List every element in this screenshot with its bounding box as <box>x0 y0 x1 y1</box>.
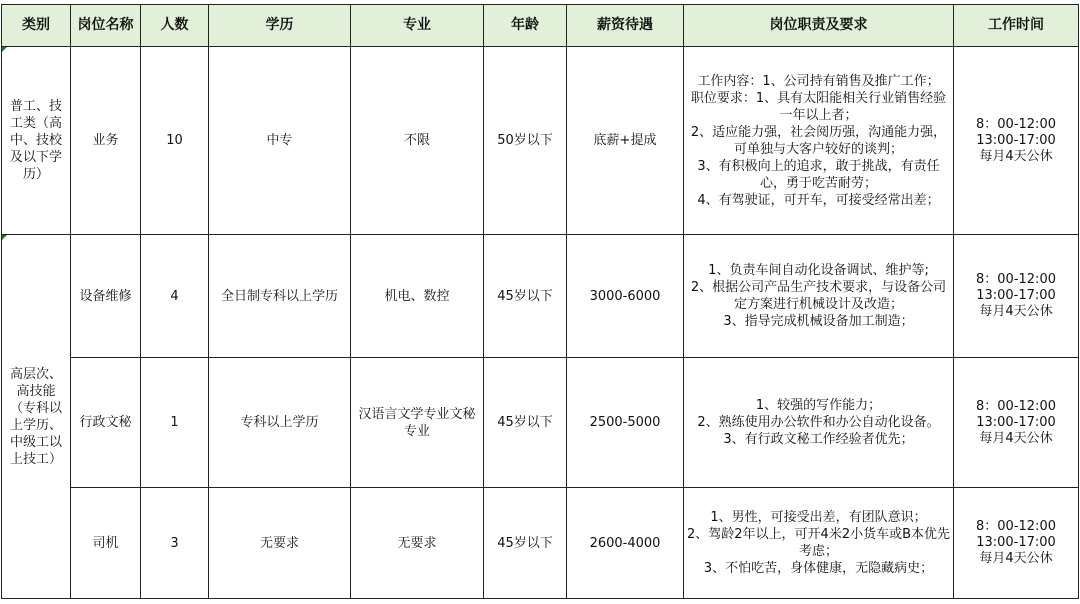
header-major: 专业 <box>351 5 484 47</box>
duties-cell <box>684 235 954 358</box>
time-afternoon: 13:00-17:00 <box>976 414 1056 430</box>
count-cell: 10 <box>141 47 209 235</box>
table-row <box>2 47 1079 235</box>
work-time-cell <box>954 47 1079 235</box>
table-row <box>2 235 1079 358</box>
duty-line: 3、有积极向上的追求，敢于挑战，有责任心，勇于吃苦耐劳； <box>697 158 940 191</box>
count-cell: 4 <box>141 235 209 358</box>
duty-line: 职位要求：1、具有太阳能相关行业销售经验一年以上者； <box>690 90 947 123</box>
header-age: 年龄 <box>484 5 567 47</box>
time-morning: 8：00-12:00 <box>976 116 1056 132</box>
duty-line: 工作内容：1、公司持有销售及推广工作； <box>697 73 940 89</box>
education-cell: 中专 <box>209 47 351 235</box>
time-afternoon: 13:00-17:00 <box>976 288 1056 303</box>
duties-cell <box>684 47 954 235</box>
duty-line: 2、驾龄2年以上，可开4米2小货车或B本优先考虑； <box>687 527 951 559</box>
table-row <box>2 358 1079 488</box>
duty-line: 2、根据公司产品生产技术要求，与设备公司定方案进行机械设计及改造； <box>690 280 947 312</box>
work-time-cell <box>954 358 1079 488</box>
header-category: 类别 <box>2 5 71 47</box>
age-cell: 45岁以下 <box>484 358 567 488</box>
major-cell: 无要求 <box>351 488 484 599</box>
salary-cell: 底薪+提成 <box>567 47 684 235</box>
major-cell: 不限 <box>351 47 484 235</box>
cell-corner-marker <box>2 235 7 240</box>
work-time-cell <box>954 235 1079 358</box>
time-afternoon: 13:00-17:00 <box>976 132 1056 148</box>
recruitment-table <box>1 4 1079 599</box>
time-morning: 8：00-12:00 <box>976 519 1056 534</box>
header-position: 岗位名称 <box>71 5 141 47</box>
cell-corner-marker <box>2 47 7 52</box>
duties-cell <box>684 358 954 488</box>
count-cell: 1 <box>141 358 209 488</box>
category-label: 普工、技工类（高中、技校及以下学历） <box>9 99 62 182</box>
duty-line: 2、熟练使用办公软件和办公自动化设备。 <box>697 415 940 430</box>
age-cell: 50岁以下 <box>484 47 567 235</box>
duty-line: 1、男性，可接受出差，有团队意识； <box>710 510 927 525</box>
major-cell: 机电、数控 <box>351 235 484 358</box>
salary-cell: 2600-4000 <box>567 488 684 599</box>
duty-line: 1、较强的写作能力； <box>755 398 882 413</box>
header-education: 学历 <box>209 5 351 47</box>
count-cell: 3 <box>141 488 209 599</box>
age-cell: 45岁以下 <box>484 488 567 599</box>
salary-cell: 2500-5000 <box>567 358 684 488</box>
header-salary: 薪资待遇 <box>567 5 684 47</box>
salary-cell: 3000-6000 <box>567 235 684 358</box>
position-cell: 司机 <box>71 488 141 599</box>
table-row <box>2 488 1079 599</box>
work-time-cell <box>954 488 1079 599</box>
time-rest-days: 每月4天公休 <box>979 304 1053 319</box>
education-cell: 全日制专科以上学历 <box>209 235 351 358</box>
position-cell: 行政文秘 <box>71 358 141 488</box>
category-cell <box>2 47 71 235</box>
duty-line: 2、适应能力强，社会阅历强，沟通能力强，可单独与大客户较好的谈判； <box>690 124 947 157</box>
time-afternoon: 13:00-17:00 <box>976 535 1056 550</box>
header-work-time: 工作时间 <box>954 5 1079 47</box>
header-count: 人数 <box>141 5 209 47</box>
category-cell <box>2 235 71 599</box>
time-rest-days: 每月4天公休 <box>979 430 1053 446</box>
position-cell: 设备维修 <box>71 235 141 358</box>
time-rest-days: 每月4天公休 <box>979 148 1053 164</box>
time-morning: 8：00-12:00 <box>976 398 1056 414</box>
header-duties: 岗位职责及要求 <box>684 5 954 47</box>
education-cell: 专科以上学历 <box>209 358 351 488</box>
major-cell: 汉语言文学专业文秘专业 <box>351 358 484 488</box>
duty-line: 3、有行政文秘工作经验者优先； <box>723 432 914 447</box>
education-cell: 无要求 <box>209 488 351 599</box>
header-row <box>2 5 1079 47</box>
category-label: 高层次、高技能（专科以上学历、中级工以上技工） <box>9 366 62 467</box>
time-morning: 8：00-12:00 <box>976 272 1056 287</box>
duty-line: 3、不怕吃苦，身体健康，无隐藏病史； <box>703 561 934 576</box>
time-rest-days: 每月4天公休 <box>979 551 1053 566</box>
duty-line: 3、指导完成机械设备加工制造； <box>723 314 914 329</box>
duty-line: 4、有驾驶证，可开车，可接受经常出差； <box>697 192 940 208</box>
position-cell: 业务 <box>71 47 141 235</box>
age-cell: 45岁以下 <box>484 235 567 358</box>
duties-cell <box>684 488 954 599</box>
duty-line: 1、负责车间自动化设备调试、维护等; <box>708 263 929 278</box>
